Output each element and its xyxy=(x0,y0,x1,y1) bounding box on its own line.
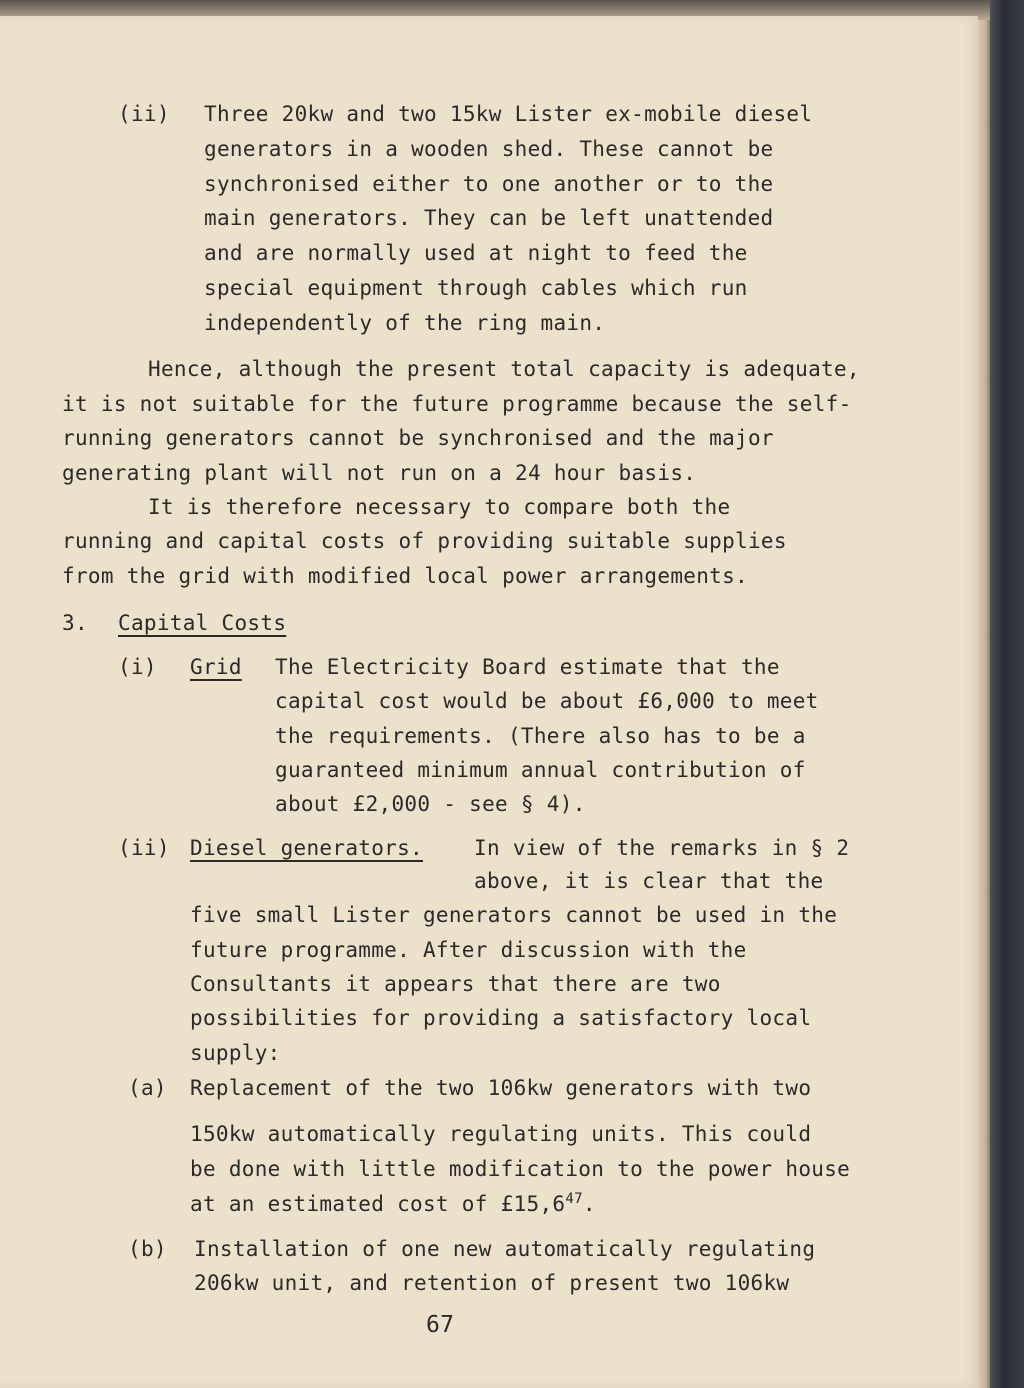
item-label: (ii) xyxy=(118,102,170,126)
text-line: Consultants it appears that there are two xyxy=(190,972,721,996)
text-line: above, it is clear that the xyxy=(474,869,824,893)
text-line: and are normally used at night to feed the xyxy=(204,241,748,265)
text-line: about £2,000 - see § 4). xyxy=(275,792,586,816)
text-line: independently of the ring main. xyxy=(204,311,606,335)
text-line: supply: xyxy=(190,1041,281,1065)
text-line: It is therefore necessary to compare both the xyxy=(148,495,731,519)
page-edge xyxy=(978,20,990,1388)
text-fragment: at an estimated cost of £15,6 xyxy=(190,1192,566,1216)
text-line: running and capital costs of providing suitable supplies xyxy=(62,529,787,553)
text-line: Replacement of the two 106kw generators with two xyxy=(190,1076,812,1100)
text-line: capital cost would be about £6,000 to meet xyxy=(275,689,819,713)
item-label: (b) xyxy=(128,1237,167,1261)
section-heading: Capital Costs xyxy=(118,611,287,635)
subsection-heading: Diesel generators. xyxy=(190,836,423,860)
text-line: 150kw automatically regulating units. This could xyxy=(190,1122,812,1146)
superscript: 47 xyxy=(565,1191,583,1207)
text-line: The Electricity Board estimate that the xyxy=(275,655,780,679)
text-line: guaranteed minimum annual contribution of xyxy=(275,758,806,782)
text-line: generating plant will not run on a 24 hour basis. xyxy=(62,461,697,485)
text-fragment: . xyxy=(582,1192,596,1216)
item-label: (i) xyxy=(118,655,157,679)
text-line: the requirements. (There also has to be a xyxy=(275,724,806,748)
subsection-heading: Grid xyxy=(190,655,242,679)
text-line: main generators. They can be left unattended xyxy=(204,206,774,230)
text-line: from the grid with modified local power arrangements. xyxy=(62,564,748,588)
item-label: (ii) xyxy=(118,836,170,860)
text-line: be done with little modification to the power house xyxy=(190,1157,851,1181)
text-line: In view of the remarks in § 2 xyxy=(474,836,850,860)
text-line: it is not suitable for the future programme because the self- xyxy=(62,392,852,416)
text-line: 206kw unit, and retention of present two 106kw xyxy=(194,1271,790,1295)
text-line: generators in a wooden shed. These cannot be xyxy=(204,137,774,161)
text-line: five small Lister generators cannot be used in the xyxy=(190,903,838,927)
text-line: possibilities for providing a satisfactory local xyxy=(190,1006,812,1030)
text-line: Installation of one new automatically regulating xyxy=(194,1237,816,1261)
text-line: running generators cannot be synchronised and the major xyxy=(62,426,774,450)
book-binding xyxy=(990,0,1024,1388)
text-line: Hence, although the present total capacity is adequate, xyxy=(148,357,860,381)
text-line xyxy=(190,1191,596,1216)
page-number: 67 xyxy=(426,1312,455,1338)
item-label: (a) xyxy=(128,1076,167,1100)
text-line: special equipment through cables which run xyxy=(204,276,748,300)
text-line: synchronised either to one another or to the xyxy=(204,172,774,196)
text-line: Three 20kw and two 15kw Lister ex-mobile diesel xyxy=(204,102,813,126)
section-number: 3. xyxy=(62,611,88,635)
text-line: future programme. After discussion with the xyxy=(190,938,747,962)
